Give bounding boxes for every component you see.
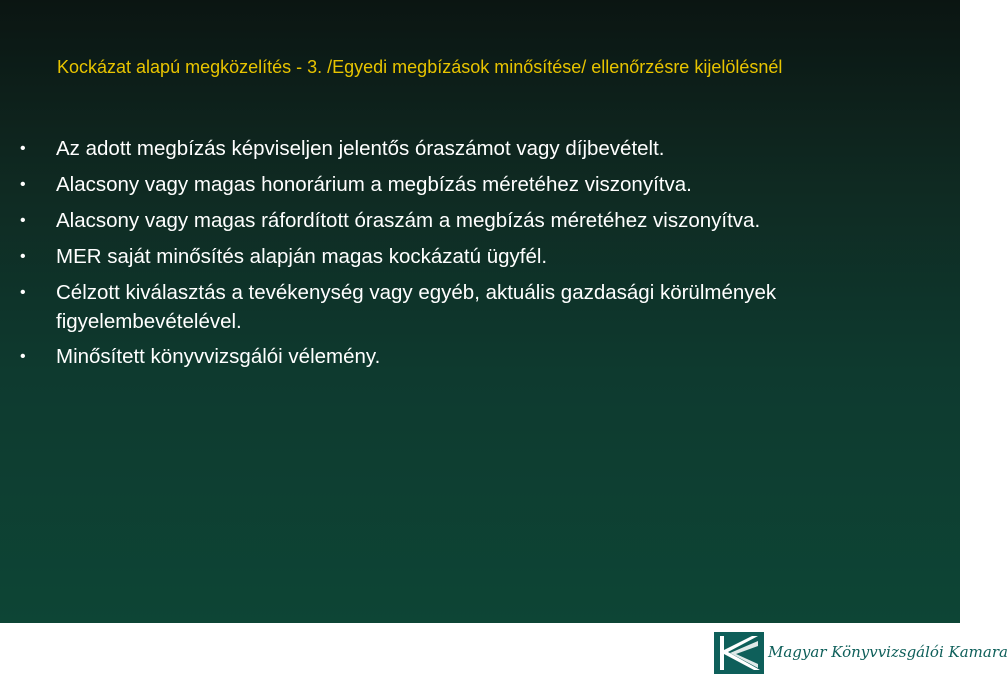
bullet-dot-icon: • [20,284,26,301]
kamara-logo-text: Magyar Könyvvizsgálói Kamara [768,643,1008,661]
bullet-text: MER saját minősítés alapján magas kockázatú ügyfél. [56,245,548,268]
bullet-list [20,134,940,378]
bullet-item [20,278,940,336]
bullet-dot-icon: • [20,212,26,229]
slide-title: Kockázat alapú megközelítés - 3. /Egyedi megbízások minősítése/ ellenőrzésre kijelölésnél [57,57,783,77]
bullet-item [20,170,940,199]
bullet-item [20,342,940,371]
bullet-dot-icon: • [20,140,26,157]
bullet-item [20,206,940,235]
bullet-dot-icon: • [20,348,26,365]
bullet-text: Alacsony vagy magas ráfordított óraszám a megbízás méretéhez viszonyítva. [56,209,761,232]
kamara-logo-icon [714,632,764,674]
bullet-dot-icon: • [20,176,26,193]
bullet-text: Alacsony vagy magas honorárium a megbízás méretéhez viszonyítva. [56,173,692,196]
bullet-dot-icon: • [20,248,26,265]
bullet-text: Minősített könyvvizsgálói vélemény. [56,345,381,368]
bullet-text: Célzott kiválasztás a tevékenység vagy egyéb, aktuális gazdasági körülmények figyelembevételével. [56,281,777,333]
bullet-text: Az adott megbízás képviseljen jelentős óraszámot vagy díjbevételt. [56,137,665,160]
bullet-item [20,242,940,271]
bullet-item [20,134,940,163]
